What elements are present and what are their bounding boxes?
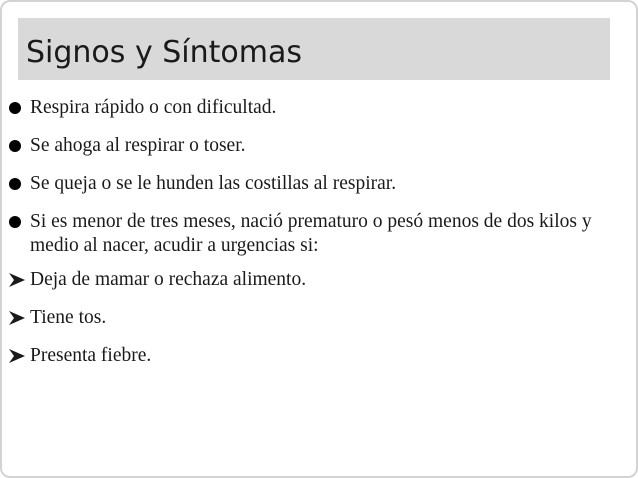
list-item (8, 172, 618, 196)
slide-title: Signos y Síntomas (26, 35, 302, 70)
list-item-text: Presenta fiebre. (30, 345, 152, 366)
list-item (8, 268, 618, 292)
list-item (8, 344, 618, 368)
list-item-text: Se queja o se le hunden las costillas al respirar. (30, 173, 397, 194)
bullet-dot-icon (8, 172, 30, 196)
list-item (8, 134, 618, 158)
list-item-text: Si es menor de tres meses, nació prematuro o pesó menos de dos kilos y medio al nacer, acudir a urgencias si: (30, 211, 592, 256)
list-item-text: Deja de mamar o rechaza alimento. (30, 269, 307, 290)
bullet-dot-icon (8, 134, 30, 158)
arrow-bullet-icon (8, 306, 30, 330)
bullet-dot-icon (8, 96, 30, 120)
list-item (8, 306, 618, 330)
list-item-text: Respira rápido o con dificultad. (30, 97, 277, 118)
bullet-dot-icon (8, 210, 30, 234)
arrow-bullet-icon (8, 268, 30, 292)
list-item-text: Se ahoga al respirar o toser. (30, 135, 246, 156)
arrow-bullet-icon (8, 344, 30, 368)
list-item (8, 210, 618, 258)
bullet-list (8, 96, 618, 382)
list-item-text: Tiene tos. (30, 307, 107, 328)
title-bar (18, 18, 610, 80)
list-item (8, 96, 618, 120)
